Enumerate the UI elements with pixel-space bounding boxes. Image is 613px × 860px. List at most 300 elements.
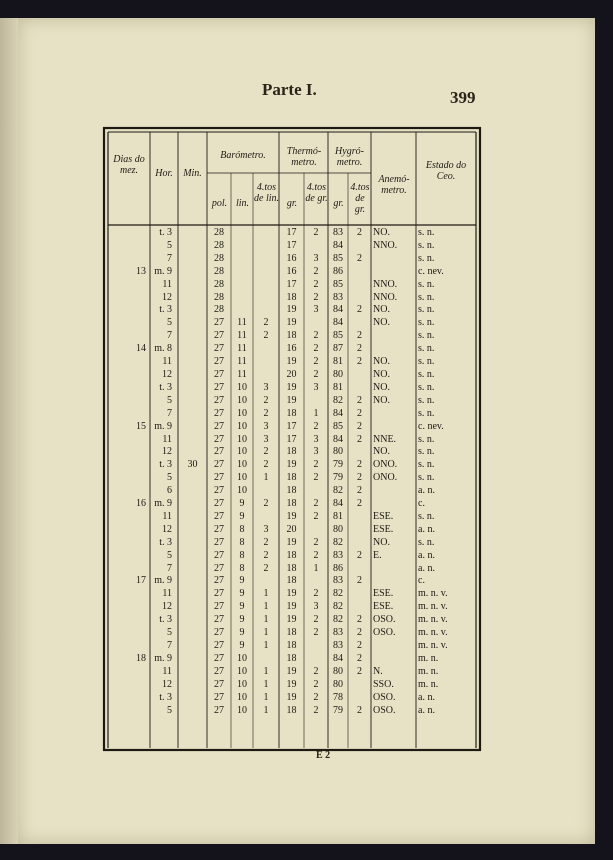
- cell-wind: [371, 563, 416, 576]
- cell-minute: [178, 601, 207, 614]
- cell-thermo-quartos: 3: [313, 304, 319, 316]
- signature-mark: E 2: [316, 750, 331, 761]
- cell-wind: [371, 640, 416, 653]
- table-row: [101, 640, 476, 653]
- cell-thermo-gr: 19: [286, 459, 297, 471]
- cell-minute: [178, 253, 207, 266]
- cell-thermo-gr: 18: [286, 485, 297, 497]
- cell-sky-state: s. n.: [418, 227, 435, 238]
- cell-sky-state: m. n. v.: [418, 627, 448, 639]
- cell-sky-state: c.: [418, 498, 425, 510]
- cell-hygro-gr: 84: [333, 652, 343, 664]
- cell-pol: 27: [214, 343, 224, 355]
- cell-hour: 7: [167, 407, 172, 419]
- cell-hour: 5: [167, 472, 172, 484]
- table-row: [101, 485, 476, 498]
- cell-hour: 12: [162, 601, 172, 613]
- cell-pol: 27: [214, 317, 224, 329]
- cell-lin: [231, 266, 253, 279]
- cell-day: 14: [136, 343, 146, 355]
- cell-minute: [178, 692, 207, 705]
- cell-day: [101, 317, 150, 330]
- cell-hour: 5: [167, 239, 172, 251]
- cell-lin: 10: [237, 407, 247, 419]
- cell-quartos-lin: [253, 292, 279, 305]
- cell-minute: [178, 240, 207, 253]
- table-row: [101, 369, 476, 382]
- table-row: [101, 653, 476, 666]
- table-row: [101, 330, 476, 343]
- cell-day: [101, 434, 150, 447]
- cell-day: [101, 227, 150, 240]
- cell-hour: 7: [167, 562, 172, 574]
- cell-lin: 10: [237, 665, 247, 677]
- cell-thermo-gr: 16: [286, 343, 297, 355]
- page-number: 399: [450, 88, 476, 107]
- cell-thermo-gr: 20: [286, 368, 297, 380]
- cell-hygro-quartos: [348, 588, 371, 601]
- cell-lin: 11: [237, 330, 247, 342]
- cell-sky-state: a. n.: [418, 523, 435, 535]
- table-row: [101, 588, 476, 601]
- cell-pol: 27: [214, 459, 224, 471]
- cell-hour: 12: [162, 523, 172, 535]
- cell-minute: 30: [187, 459, 198, 471]
- cell-hygro-quartos: [348, 563, 371, 576]
- cell-quartos-lin: 2: [263, 549, 269, 561]
- cell-pol: 27: [214, 394, 224, 406]
- cell-pol: 27: [214, 523, 224, 535]
- cell-thermo-quartos: 2: [313, 678, 319, 690]
- cell-thermo-quartos: 3: [313, 381, 319, 393]
- cell-hygro-gr: 85: [333, 252, 343, 264]
- table-row: [101, 550, 476, 563]
- cell-minute: [178, 408, 207, 421]
- cell-lin: 9: [239, 640, 245, 651]
- cell-thermo-gr: 19: [286, 614, 297, 626]
- cell-thermo-gr: 16: [286, 265, 297, 277]
- cell-hygro-quartos: 2: [357, 614, 362, 626]
- cell-thermo-quartos: [304, 524, 328, 537]
- cell-sky-state: m. n.: [418, 678, 439, 690]
- header-quartos-barometro: 4.tos de lin.: [254, 182, 279, 204]
- cell-hour: 11: [162, 588, 172, 600]
- cell-quartos-lin: 1: [263, 678, 269, 690]
- cell-minute: [178, 614, 207, 627]
- cell-hour: m. 8: [154, 343, 172, 355]
- table-row: [101, 356, 476, 369]
- cell-wind: NO.: [373, 381, 390, 393]
- cell-hour: 5: [167, 394, 172, 406]
- table-row: [101, 459, 476, 472]
- cell-quartos-lin: 2: [263, 394, 269, 406]
- cell-wind: NNO.: [373, 278, 398, 290]
- cell-quartos-lin: [253, 511, 279, 524]
- cell-hygro-gr: 80: [333, 665, 343, 677]
- cell-thermo-gr: 18: [286, 407, 297, 419]
- cell-quartos-lin: 2: [263, 317, 269, 329]
- cell-day: [101, 692, 150, 705]
- cell-thermo-quartos: [304, 240, 328, 253]
- cell-lin: [231, 279, 253, 292]
- cell-wind: ESE.: [373, 588, 394, 600]
- cell-hygro-gr: 82: [333, 614, 343, 626]
- header-min: Min.: [183, 168, 202, 179]
- cell-hygro-quartos: 2: [357, 704, 362, 716]
- cell-quartos-lin: 2: [263, 536, 269, 548]
- cell-quartos-lin: 1: [263, 704, 269, 716]
- cell-wind: NO.: [373, 356, 390, 368]
- cell-hour: 11: [162, 356, 172, 368]
- weather-table: [101, 110, 484, 752]
- cell-lin: [231, 240, 253, 253]
- cell-lin: 10: [237, 691, 247, 703]
- cell-lin: 9: [239, 614, 245, 626]
- cell-sky-state: m. n. v.: [418, 601, 448, 613]
- cell-sky-state: m. n.: [418, 665, 439, 677]
- cell-thermo-quartos: 1: [313, 562, 319, 574]
- cell-wind: NO.: [373, 536, 390, 548]
- cell-day: [101, 550, 150, 563]
- cell-sky-state: s. n.: [418, 472, 435, 484]
- cell-sky-state: m. n. v.: [418, 588, 448, 600]
- cell-hour: m. 9: [154, 652, 172, 664]
- cell-thermo-quartos: 3: [313, 433, 319, 445]
- cell-thermo-quartos: 2: [313, 588, 319, 600]
- table-row: [101, 408, 476, 421]
- cell-lin: 10: [237, 704, 247, 716]
- cell-hour: t. 3: [159, 536, 172, 548]
- cell-wind: ONO.: [373, 459, 398, 471]
- cell-lin: [231, 292, 253, 305]
- cell-pol: 27: [214, 549, 224, 561]
- cell-hour: t. 3: [159, 304, 172, 316]
- cell-pol: 27: [214, 614, 224, 626]
- cell-lin: 10: [237, 381, 247, 393]
- cell-sky-state: s. n.: [418, 356, 435, 368]
- page-title: Parte I.: [262, 80, 317, 99]
- cell-thermo-quartos: [304, 317, 328, 330]
- cell-day: [101, 279, 150, 292]
- cell-day: [101, 446, 150, 459]
- cell-sky-state: c.: [418, 575, 425, 587]
- cell-thermo-gr: 17: [286, 433, 297, 445]
- cell-hour: 11: [162, 278, 172, 290]
- cell-hour: m. 9: [154, 575, 172, 587]
- cell-hygro-quartos: 2: [357, 394, 362, 406]
- cell-quartos-lin: 1: [263, 691, 269, 703]
- cell-day: [101, 240, 150, 253]
- cell-thermo-gr: 20: [286, 523, 297, 535]
- cell-hygro-quartos: [348, 524, 371, 537]
- cell-lin: 9: [239, 601, 245, 613]
- cell-thermo-gr: 19: [286, 356, 297, 368]
- table-row: [101, 266, 476, 279]
- cell-thermo-quartos: 2: [313, 472, 319, 484]
- cell-minute: [178, 317, 207, 330]
- cell-thermo-quartos: [304, 395, 328, 408]
- cell-minute: [178, 382, 207, 395]
- cell-thermo-quartos: 2: [313, 691, 319, 703]
- cell-pol: 27: [214, 652, 224, 664]
- cell-lin: 9: [239, 510, 245, 522]
- cell-lin: 10: [237, 485, 247, 497]
- table-row: [101, 292, 476, 305]
- cell-pol: 27: [214, 420, 224, 432]
- cell-lin: 11: [237, 368, 247, 380]
- cell-hygro-gr: 82: [333, 394, 343, 406]
- cell-thermo-quartos: [304, 640, 328, 653]
- cell-sky-state: s. n.: [418, 278, 435, 290]
- cell-hygro-gr: 86: [333, 265, 343, 277]
- cell-quartos-lin: 2: [263, 446, 269, 458]
- cell-minute: [178, 395, 207, 408]
- cell-thermo-quartos: 2: [313, 356, 319, 368]
- cell-thermo-gr: 18: [286, 575, 297, 587]
- cell-minute: [178, 227, 207, 240]
- cell-day: [101, 614, 150, 627]
- cell-hygro-quartos: [348, 266, 371, 279]
- cell-minute: [178, 563, 207, 576]
- cell-thermo-quartos: [304, 575, 328, 588]
- cell-lin: 9: [239, 498, 245, 510]
- cell-lin: 8: [239, 536, 245, 548]
- cell-hygro-quartos: [348, 679, 371, 692]
- cell-thermo-quartos: 2: [313, 291, 319, 303]
- cell-thermo-gr: 17: [286, 239, 297, 251]
- cell-thermo-quartos: 3: [313, 446, 319, 458]
- cell-hygro-gr: 83: [333, 575, 343, 587]
- cell-pol: 27: [214, 381, 224, 393]
- cell-wind: [371, 266, 416, 279]
- table-row: [101, 317, 476, 330]
- cell-hygro-gr: 79: [333, 459, 343, 471]
- cell-pol: 27: [214, 691, 224, 703]
- cell-thermo-gr: 19: [286, 588, 297, 600]
- cell-quartos-lin: 2: [263, 459, 269, 471]
- cell-minute: [178, 524, 207, 537]
- cell-day: [101, 382, 150, 395]
- cell-hour: t. 3: [159, 381, 172, 393]
- cell-day: [101, 472, 150, 485]
- cell-thermo-gr: 19: [286, 394, 297, 406]
- cell-thermo-gr: 18: [286, 330, 297, 342]
- cell-hygro-gr: 80: [333, 446, 343, 458]
- cell-thermo-quartos: 2: [313, 614, 319, 626]
- cell-quartos-lin: [253, 653, 279, 666]
- cell-day: 18: [136, 652, 146, 664]
- cell-minute: [178, 330, 207, 343]
- cell-day: [101, 253, 150, 266]
- cell-thermo-gr: 18: [286, 498, 297, 510]
- cell-lin: [231, 227, 253, 240]
- cell-pol: 27: [214, 356, 224, 368]
- cell-pol: 27: [214, 485, 224, 497]
- cell-quartos-lin: 1: [263, 640, 269, 651]
- cell-hygro-quartos: 2: [357, 640, 362, 651]
- cell-wind: [371, 343, 416, 356]
- cell-quartos-lin: 1: [263, 627, 269, 639]
- cell-sky-state: a. n.: [418, 704, 435, 716]
- cell-quartos-lin: 1: [263, 472, 269, 484]
- table-row: [101, 472, 476, 485]
- cell-day: 16: [136, 498, 146, 510]
- cell-pol: 27: [214, 446, 224, 458]
- cell-hygro-gr: 82: [333, 536, 343, 548]
- cell-day: [101, 459, 150, 472]
- cell-lin: 10: [237, 652, 247, 664]
- cell-sky-state: s. n.: [418, 510, 435, 522]
- cell-hygro-quartos: 2: [357, 252, 362, 264]
- cell-minute: [178, 653, 207, 666]
- cell-hygro-quartos: [348, 317, 371, 330]
- cell-wind: [371, 498, 416, 511]
- cell-hygro-gr: 85: [333, 420, 343, 432]
- cell-thermo-gr: 18: [286, 562, 297, 574]
- cell-wind: [371, 408, 416, 421]
- cell-pol: 27: [214, 433, 224, 445]
- cell-hour: 5: [167, 627, 172, 639]
- cell-sky-state: s. n.: [418, 407, 435, 419]
- cell-hygro-quartos: [348, 369, 371, 382]
- cell-sky-state: s. n.: [418, 394, 435, 406]
- cell-lin: 10: [237, 420, 247, 432]
- cell-thermo-gr: 17: [286, 227, 297, 238]
- table-row: [101, 679, 476, 692]
- cell-quartos-lin: [253, 369, 279, 382]
- cell-day: [101, 601, 150, 614]
- cell-minute: [178, 304, 207, 317]
- table-row: [101, 537, 476, 550]
- cell-pol: 28: [214, 265, 224, 277]
- cell-lin: 10: [237, 394, 247, 406]
- cell-quartos-lin: 3: [263, 420, 269, 432]
- cell-hour: m. 9: [154, 420, 172, 432]
- cell-thermo-quartos: 2: [313, 704, 319, 716]
- cell-lin: 10: [237, 433, 247, 445]
- cell-pol: 27: [214, 536, 224, 548]
- cell-thermo-gr: 17: [286, 278, 297, 290]
- cell-hygro-gr: 79: [333, 704, 343, 716]
- cell-thermo-gr: 19: [286, 601, 297, 613]
- cell-hygro-quartos: [348, 382, 371, 395]
- cell-minute: [178, 666, 207, 679]
- cell-hygro-gr: 82: [333, 485, 343, 497]
- cell-hygro-quartos: 2: [357, 407, 362, 419]
- cell-wind: OSO.: [373, 614, 396, 626]
- cell-pol: 27: [214, 678, 224, 690]
- header-estado: Estado do Ceo.: [425, 160, 467, 182]
- cell-sky-state: s. n.: [418, 317, 435, 329]
- cell-pol: 28: [214, 291, 224, 303]
- cell-hygro-quartos: [348, 601, 371, 614]
- cell-hour: 5: [167, 317, 172, 329]
- cell-day: [101, 369, 150, 382]
- header-pol: pol.: [211, 198, 228, 209]
- header-hor: Hor.: [155, 168, 173, 179]
- cell-wind: NNE.: [373, 433, 397, 445]
- cell-hour: 11: [162, 433, 172, 445]
- table-row: [101, 304, 476, 317]
- cell-hour: 12: [162, 678, 172, 690]
- cell-sky-state: a. n.: [418, 562, 435, 574]
- header-quartos-thermo: 4.tos de gr.: [305, 182, 328, 204]
- cell-wind: ESE.: [373, 523, 394, 535]
- cell-minute: [178, 292, 207, 305]
- cell-thermo-gr: 18: [286, 652, 297, 664]
- cell-sky-state: s. n.: [418, 381, 435, 393]
- cell-hygro-quartos: 2: [357, 420, 362, 432]
- cell-sky-state: a. n.: [418, 485, 435, 497]
- cell-hygro-quartos: [348, 537, 371, 550]
- cell-hour: 11: [162, 665, 172, 677]
- cell-quartos-lin: 1: [263, 614, 269, 626]
- table-row: [101, 614, 476, 627]
- cell-thermo-quartos: 2: [313, 420, 319, 432]
- cell-hygro-quartos: 2: [357, 356, 362, 368]
- cell-lin: [231, 304, 253, 317]
- cell-hygro-gr: 87: [333, 343, 343, 355]
- cell-lin: 10: [237, 472, 247, 484]
- cell-hygro-gr: 83: [333, 627, 343, 639]
- cell-sky-state: s. n.: [418, 459, 435, 471]
- cell-pol: 27: [214, 498, 224, 510]
- cell-thermo-quartos: [304, 653, 328, 666]
- cell-thermo-quartos: 3: [313, 252, 319, 264]
- cell-hour: t. 3: [159, 227, 172, 238]
- cell-wind: OSO.: [373, 704, 396, 716]
- cell-lin: 10: [237, 446, 247, 458]
- cell-thermo-gr: 19: [286, 381, 297, 393]
- cell-hour: 5: [167, 704, 172, 716]
- cell-sky-state: s. n.: [418, 252, 435, 264]
- cell-hygro-quartos: [348, 279, 371, 292]
- table-row: [101, 227, 476, 240]
- cell-hygro-quartos: 2: [357, 330, 362, 342]
- cell-thermo-quartos: [304, 485, 328, 498]
- cell-quartos-lin: [253, 266, 279, 279]
- cell-hygro-gr: 85: [333, 330, 343, 342]
- cell-pol: 28: [214, 304, 224, 316]
- cell-wind: SSO.: [373, 678, 394, 690]
- cell-hour: 5: [167, 549, 172, 561]
- cell-hygro-quartos: 2: [357, 459, 362, 471]
- cell-wind: NO.: [373, 394, 390, 406]
- table-row: [101, 253, 476, 266]
- cell-pol: 27: [214, 510, 224, 522]
- header-thermometro: Thermó-metro.: [286, 146, 322, 168]
- cell-hygro-quartos: 2: [357, 472, 362, 484]
- cell-minute: [178, 537, 207, 550]
- cell-sky-state: s. n.: [418, 433, 435, 445]
- cell-sky-state: m. n. v.: [418, 640, 448, 651]
- cell-wind: NO.: [373, 304, 390, 316]
- cell-quartos-lin: [253, 304, 279, 317]
- cell-pol: 27: [214, 368, 224, 380]
- table-row: [101, 575, 476, 588]
- cell-wind: ESE.: [373, 510, 394, 522]
- cell-hygro-quartos: 2: [357, 343, 362, 355]
- cell-day: [101, 292, 150, 305]
- cell-hygro-gr: 84: [333, 433, 343, 445]
- cell-pol: 27: [214, 627, 224, 639]
- cell-minute: [178, 550, 207, 563]
- cell-quartos-lin: 2: [263, 330, 269, 342]
- header-lin: lin.: [235, 198, 250, 209]
- cell-lin: 11: [237, 356, 247, 368]
- cell-quartos-lin: [253, 279, 279, 292]
- cell-lin: 11: [237, 317, 247, 329]
